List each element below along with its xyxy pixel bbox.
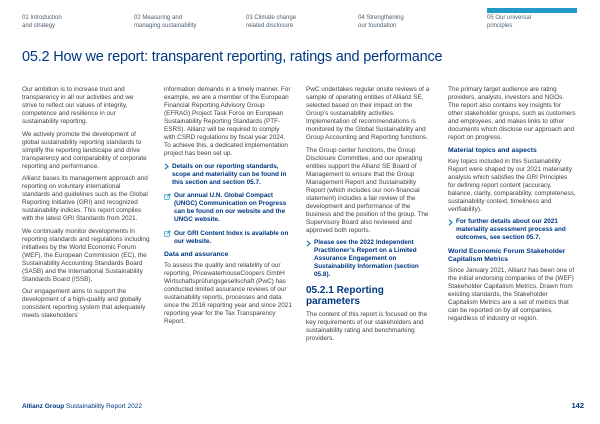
body-paragraph: information demands in a timely manner. For example, we are a member of the European Financial Reporting Advisory Group (EFRAG) Project Task Force on European Sustainability Reporting Standards (PTF-ESRS). Allianz will be required to comply with CSRD regulations by fiscal year 2024. To achieve this, a dedicated implementation project has been set up. <box>164 86 291 157</box>
column-2 <box>164 86 292 347</box>
page-number: 142 <box>571 401 584 410</box>
body-paragraph: The Group center functions, the Group Disclosure Committee, and our operating entities support the Allianz SE Board of Management to ensure that the Group Management Report and Sustainability Report (which includes our non-financial statement) includes a fair review of the development and performance of the business and the position of the group. The Supervisory Board also reviewed and approved both reports. <box>306 146 429 234</box>
body-paragraph: Our ambition is to increase trust and transparency in all our activities and we strive to reflect our values of integrity, competence and resilience in our sustainability reporting. <box>22 86 134 125</box>
cross-reference-link[interactable] <box>448 218 576 242</box>
nav-item-label: 02 Measuring and <box>134 15 183 21</box>
link-label: Please see the 2022 Independent Practitioner’s Report on a Limited Assurance Engagement on Sustainability Information (section 05.8). <box>314 239 419 278</box>
footer-brand: Allianz Group <box>22 403 65 410</box>
nav-item-03-climate[interactable] <box>246 15 320 30</box>
nav-item-label: our foundation <box>358 22 397 29</box>
cross-reference-link[interactable] <box>164 163 292 187</box>
body-paragraph: Since January 2021, Allianz has been one of the initial endorsing companies of the (WEF) Stakeholder Capitalism Metrics. Drawn from existing standards, the Stakeholder Capitalism Metrics are a set of metrics that can be reported on by all companies, regardless of industry or region. <box>448 267 575 322</box>
body-paragraph: The primary target audience are rating providers, analysts, investors and NGOs. The report also contains key insights for other stakeholder groups, such as customers and employees, and makes links to other documents which disclose our approach and report on progress. <box>448 86 576 141</box>
body-paragraph: To assess the quality and reliability of our reporting, PricewaterhouseCoopers GmbH Wirtschaftsprüfungsgesellschaft (PwC) has conducted limited assurance reviews of our sustainability reports, processes and data since the 2016 reporting year and since 2021 reporting year for the Tax Transparency Report. <box>164 262 292 325</box>
nav-item-label: principles <box>487 22 513 29</box>
body-paragraph: We continually monitor developments in reporting standards and regulations including initiatives by the World Economic Forum (WEF), the European Commission (EC), the Sustainability Accounting Standards Board (SASB) and the International Sustainability Standards Board (ISSB). <box>22 227 150 283</box>
body-paragraph: We actively promote the development of global sustainability reporting standards to simplify the reporting landscape and drive transparency and comparability of corporate reporting and performance. <box>22 130 147 170</box>
subsection-heading: World Economic Forum Stakeholder Capitalism Metrics <box>448 247 566 263</box>
active-section-indicator <box>487 8 577 13</box>
page-title: 05.2 How we report: transparent reporting, ratings and performance <box>22 49 443 65</box>
column-4 <box>448 86 576 347</box>
chevron-right-icon <box>164 163 169 170</box>
chevron-right-icon <box>448 219 453 226</box>
nav-item-04-strengthening[interactable] <box>358 15 432 30</box>
footer-report-title <box>22 403 142 410</box>
link-label: For further details about our 2021 materiality assessment process and outcomes, see section 05.7. <box>456 218 566 241</box>
link-label: Our annual U.N. Global Compact (UNGC) Communication on Progress can be found on our website and the UNGC website. <box>174 192 287 223</box>
external-doc-link[interactable] <box>164 230 292 246</box>
column-1 <box>22 86 150 347</box>
footer-report-name: Sustainability Report 2022 <box>64 403 142 410</box>
body-paragraph: Allianz bases its management approach and reporting on voluntary international standards and guidelines such as the Global Reporting Initiative (GRI) and recognized sustainability indices. This report complies with the latest GRI Standards from 2021. <box>22 175 148 222</box>
cross-reference-link[interactable] <box>306 239 434 279</box>
nav-item-01-introduction[interactable] <box>22 15 96 30</box>
nav-item-label: managing sustainability <box>134 22 197 29</box>
nav-item-label: 04 Strengthening <box>358 15 404 21</box>
document-link-icon <box>164 193 171 200</box>
chevron-right-icon <box>306 240 311 247</box>
body-paragraph: The content of this report is focused on the key requirements of our stakeholders and sustainability rating and benchmarking providers. <box>306 310 428 342</box>
nav-item-02-measuring[interactable] <box>134 15 208 30</box>
link-label: Our GRI Content Index is available on our website. <box>174 229 289 245</box>
subsection-heading: Material topics and aspects <box>448 146 537 154</box>
body-paragraph: Our engagement aims to support the development of a high-quality and globally consistent reporting system that adequately meets stakeholders’ <box>22 288 146 319</box>
nav-item-label: 03 Climate change <box>246 15 297 21</box>
section-nav <box>0 0 600 40</box>
body-columns <box>22 86 576 347</box>
nav-item-05-principles[interactable] <box>487 15 579 30</box>
body-paragraph: Key topics included in this Sustainability Report were shaped by our 2021 materiality analysis which satisfies the GRI Principles for defining report content (accuracy, balance, clarity, comparability, completeness, sustainability context, timeliness and verifiability). <box>448 157 576 213</box>
nav-item-label: 05 Our universal <box>487 15 532 21</box>
external-doc-link[interactable] <box>164 192 292 224</box>
section-heading: 05.2.1 Reporting parameters <box>306 285 384 307</box>
document-link-icon <box>164 230 171 237</box>
page-footer <box>22 401 584 410</box>
link-label: Details on our reporting standards, scope and materiality can be found in this section and section 05.7. <box>172 162 287 186</box>
nav-item-label: 01 Introduction <box>22 15 62 21</box>
subsection-heading: Data and assurance <box>164 251 229 258</box>
nav-item-label: and strategy <box>22 22 56 29</box>
nav-item-label: related disclosure <box>246 22 294 29</box>
column-3 <box>306 86 434 347</box>
body-paragraph: PwC undertakes regular onsite reviews of a sample of operating entities of Allianz SE, selected based on their impact on the Group’s sustainability activities. Implementation of recommendations is monitored by the Global Sustainability and Group Accounting and Reporting functions. <box>306 86 430 141</box>
